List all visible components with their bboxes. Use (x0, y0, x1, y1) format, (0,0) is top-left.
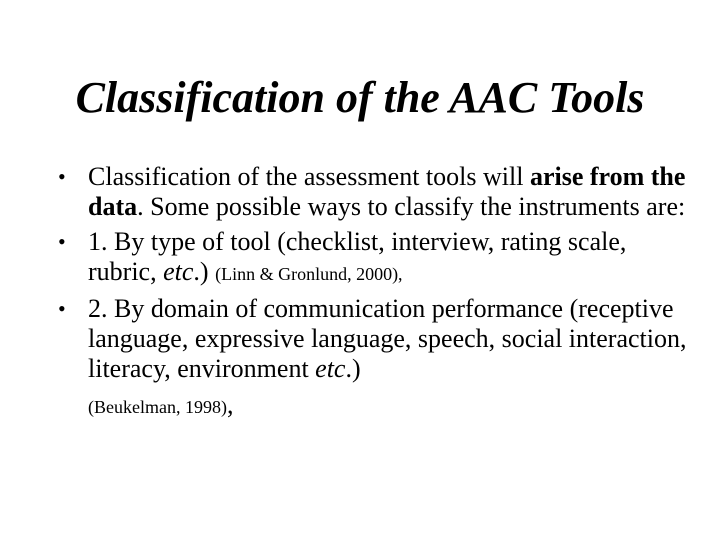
slide-title: Classification of the AAC Tools (75, 73, 645, 122)
bullet-3-trailing: , (226, 390, 234, 419)
bullet-2-italic-text: etc (163, 257, 194, 286)
bullet-3-text: 2. By domain of communication performance (receptive language, expressive language, speech, social interaction, literacy, environment (88, 294, 687, 383)
bullet-2-text-end: .) (193, 257, 216, 286)
bullet-marker: • (58, 164, 66, 189)
bullet-item-3 (58, 294, 698, 422)
bullet-1-text: Classification of the assessment tools will (88, 162, 530, 191)
bullet-item-1 (58, 162, 698, 222)
bullet-3-citation: (Beukelman, 1998) (88, 397, 227, 417)
bullet-2-citation: (Linn & Gronlund, 2000), (215, 264, 403, 284)
bullet-3-citation-line (88, 390, 698, 422)
bullet-list (58, 162, 698, 427)
bullet-1-text-end: . Some possible ways to classify the instruments are: (137, 192, 686, 221)
bullet-3-text-end: .) (345, 354, 361, 383)
bullet-1-bold-text: arise from the data (88, 162, 686, 221)
bullet-2-text: 1. By type of tool (checklist, interview, rating scale, rubric, (88, 227, 627, 286)
bullet-marker: • (58, 229, 66, 254)
bullet-marker: • (58, 296, 66, 321)
bullet-3-italic-text: etc (315, 354, 346, 383)
bullet-item-2 (58, 227, 698, 289)
